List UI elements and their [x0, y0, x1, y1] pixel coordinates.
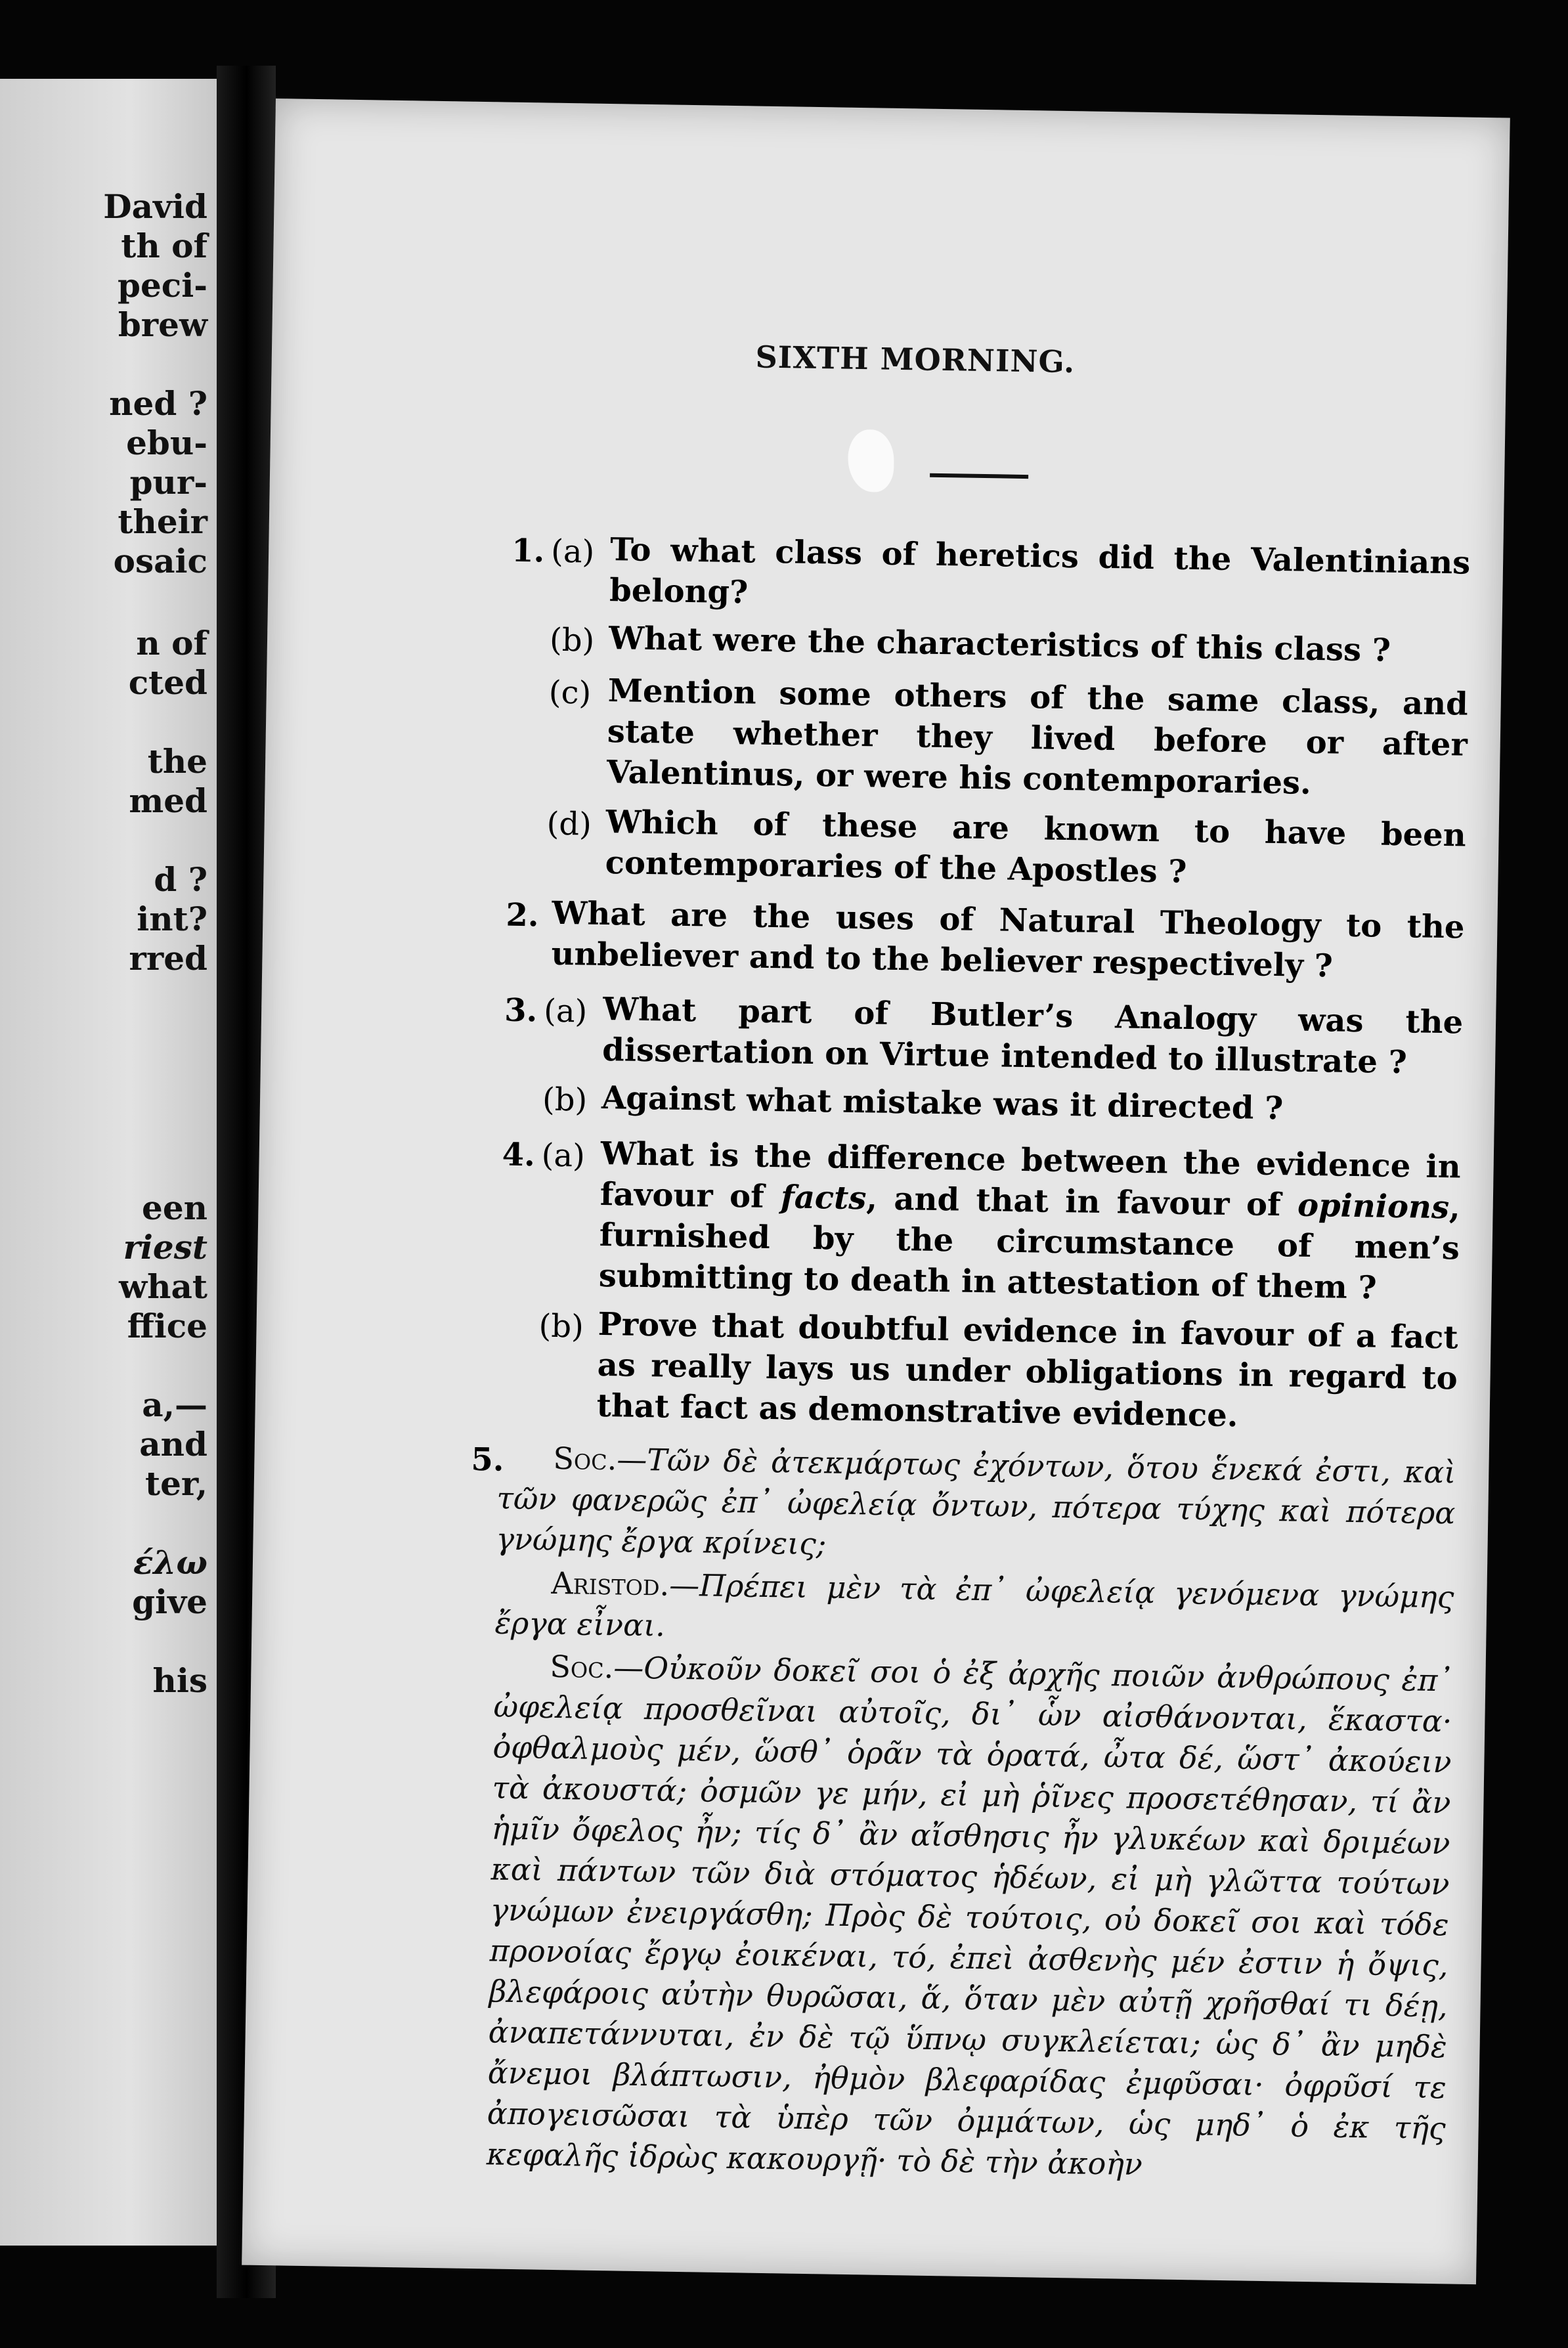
left-page-line: give [132, 1582, 207, 1621]
paper-blemish [848, 429, 894, 492]
left-page-line: and [139, 1425, 207, 1464]
question-4a-text [598, 1133, 1461, 1310]
greek-passage-socrates-2 [486, 1645, 1452, 2190]
left-page-line: his [152, 1661, 207, 1700]
left-page-line: int? [137, 900, 207, 938]
question-1c-label: (c) [548, 674, 592, 712]
question-4a-label: (a) [541, 1137, 586, 1175]
question-1-number: 1. [511, 532, 545, 570]
left-page-line: the [147, 742, 207, 781]
question-4a-text-part: What is the difference between the evidence in favour of [599, 1135, 1462, 1216]
question-1d-label: (d) [546, 805, 592, 843]
left-page-line: een [142, 1188, 207, 1227]
question-3b-text: Against what mistake was it directed ? [601, 1079, 1284, 1127]
left-page-line: what [119, 1267, 207, 1306]
question-3b-label: (b) [542, 1081, 588, 1119]
left-page-line: a,— [142, 1385, 207, 1424]
left-page-line: med [129, 781, 207, 820]
left-page-line: peci- [118, 266, 207, 305]
question-3a-text: What part of Butler’s Analogy was the dissertation on Virtue intended to illustrate ? [601, 991, 1464, 1081]
title-rule [930, 473, 1028, 479]
left-page-line: έλω [133, 1543, 207, 1582]
question-1b-label: (b) [549, 621, 595, 659]
emphasis-opinions: opinions [1297, 1186, 1450, 1227]
left-page-line: osaic [113, 542, 207, 580]
left-page-line: ned ? [109, 384, 207, 423]
book-page [242, 98, 1510, 2284]
question-2-text: What are the uses of Natural Theology to the unbeliever and to the believer respectively ? [551, 894, 1465, 985]
left-page-line: riest [123, 1228, 207, 1267]
question-1b-text: What were the characteristics of this class ? [608, 620, 1391, 669]
question-3a-label: (a) [543, 992, 588, 1030]
left-page-line: ter, [144, 1464, 207, 1503]
question-1a-text: To what class of heretics did the Valentinians belong? [609, 531, 1471, 611]
question-1d-text: Which of these are known to have been contemporaries of the Apostles ? [605, 804, 1467, 890]
question-1c-text: Mention some others of the same class, and state whether they lived before or after Valentinus, or were his contemporaries. [606, 672, 1469, 802]
question-4b-text: Prove that doubtful evidence in favour of a fact as really lays us under obligations in regard to that fact as demonstrative evidence. [596, 1305, 1459, 1435]
page-title: SIXTH MORNING. [755, 339, 1076, 380]
previous-page-fragment [0, 79, 217, 2246]
greek-passage-aristodemus [494, 1562, 1454, 1659]
question-4b-label: (b) [538, 1307, 584, 1345]
question-4-number: 4. [502, 1136, 536, 1174]
greek-passage-socrates-1 [496, 1437, 1456, 1575]
left-page-line: d ? [154, 860, 207, 899]
speaker-aristodemus: Aristod. [551, 1565, 670, 1603]
question-3-number: 3. [504, 991, 538, 1030]
emphasis-facts: facts [780, 1179, 867, 1217]
question-4a-text-part: , and that in favour of [865, 1180, 1298, 1224]
left-page-line: cted [128, 663, 207, 702]
left-page-line: their [118, 502, 207, 541]
greek-text: —Οὐκοῦν δοκεῖ σοι ὁ ἐξ ἀρχῆς ποιῶν ἀνθρώπους ἐπ᾽ ὠφελείᾳ προσθεῖναι αὐτοῖς, δι᾽ ὧν αἰσθάνονται, ἕκαστα· ὀφθαλμοὺς μέν, ὥσθ᾽ ὁρᾶν τὰ ὁρατά, ὦτα δέ, ὥστ᾽ ἀκούειν τὰ ἀκουστά; ὀσμῶν γε μήν, εἰ μὴ ῥῖνες προσετέθησαν, τί ἂν ἡμῖν ὄφελος ἦν; τίς δ᾽ ἂν αἴσθησις ἦν γλυκέων καὶ δριμέων καὶ πάντων τῶν διὰ στόματος ἡδέων, εἰ μὴ γλῶττα τούτων γνώμων ἐνειργάσθη; Πρὸς δὲ τούτοις, οὐ δοκεῖ σοι καὶ τόδε προνοίας ἔργῳ ἐοικέναι, τό, ἐπεὶ ἀσθενὴς μέν ἐστιν ἡ ὄψις, βλεφάροις αὐτὴν θυρῶσαι, ἅ, ὅταν μὲν αὐτῇ χρῆσθαί τι δέῃ, ἀναπετάννυται, ἐν δὲ τῷ ὕπνῳ συγκλείεται; ὡς δ᾽ ἂν μηδὲ ἄνεμοι βλάπτωσιν, ἠθμὸν βλεφαρίδας ἐμφῦσαι· ὀφρῦσί τε ἀπογεισῶσαι τὰ ὑπὲρ τῶν ὀμμάτων, ὡς μηδ᾽ ὁ ἐκ τῆς κεφαλῆς ἱδρὼς κακουργῇ· τὸ δὲ τὴν ἀκοὴν [486, 1649, 1453, 2183]
left-page-line: brew [118, 305, 207, 344]
greek-text: —Τῶν δὲ ἀτεκμάρτως ἐχόντων, ὅτου ἕνεκά ἐστι, καὶ τῶν φανερῶς ἐπ᾽ ὠφελείᾳ ὄντων, πότερα τύχης καὶ πότερα γνώμης ἔργα κρίνεις; [496, 1441, 1456, 1562]
left-page-line: th of [121, 227, 207, 265]
question-5-number: 5. [471, 1441, 505, 1479]
question-4a-text-part: , furnished by the circumstance of men’s submitting to death in attestation of them ? [598, 1189, 1461, 1307]
question-1a-label: (a) [550, 533, 595, 571]
question-2-number: 2. [506, 896, 540, 934]
left-page-line: pur- [129, 463, 207, 502]
left-page-line: rred [129, 939, 207, 978]
left-page-line: David [103, 187, 207, 226]
speaker-socrates: Soc. [553, 1440, 617, 1477]
speaker-socrates: Soc. [550, 1648, 614, 1685]
left-page-line: ebu- [126, 424, 207, 462]
left-page-line: ffice [127, 1307, 207, 1345]
greek-text: —Πρέπει μὲν τὰ ἐπ᾽ ὠφελείᾳ γενόμενα γνώμης ἔργα εἶναι. [494, 1567, 1454, 1643]
left-page-line: n of [136, 624, 207, 663]
